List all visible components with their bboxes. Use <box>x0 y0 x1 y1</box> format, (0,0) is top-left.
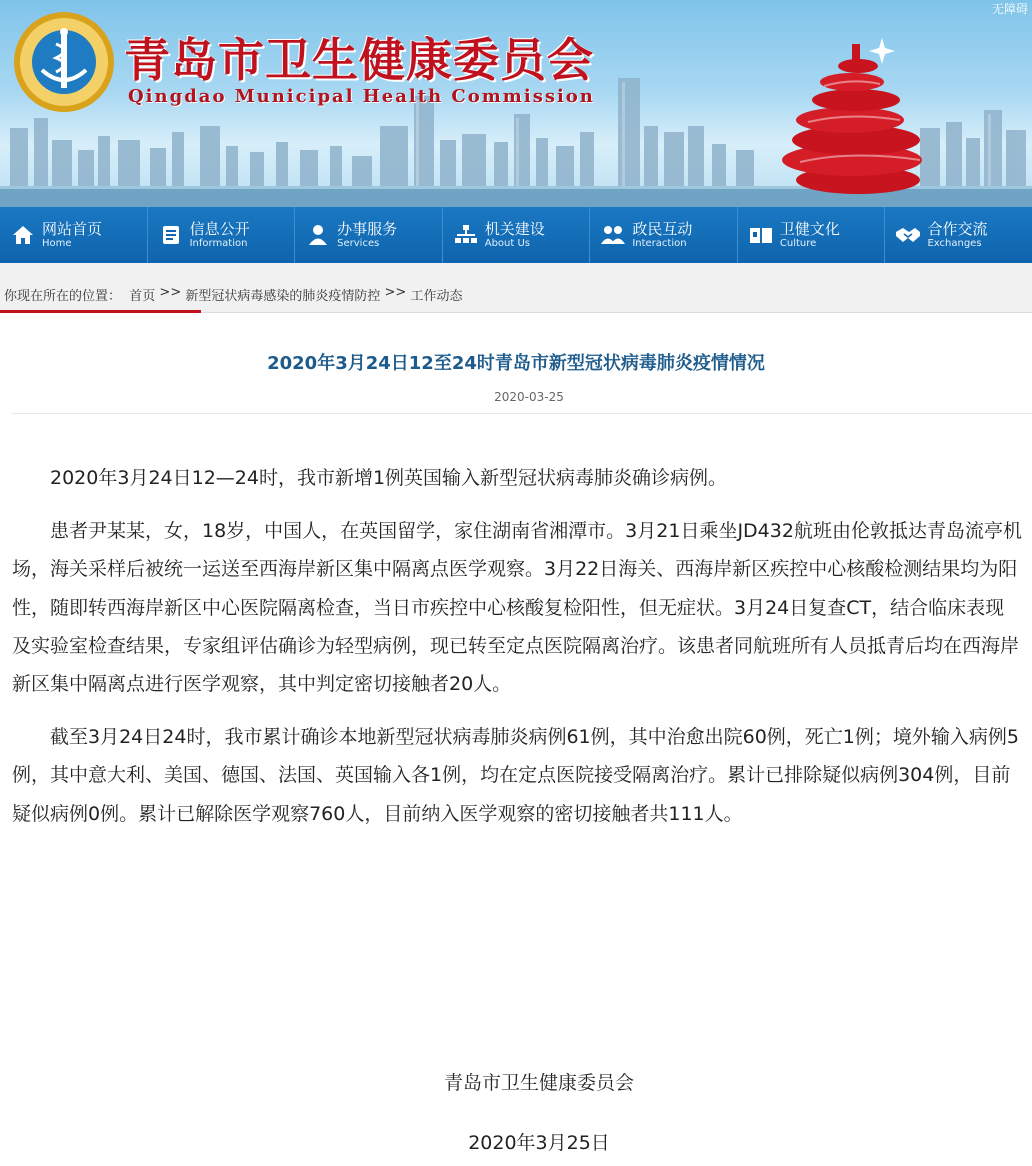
nav-item-exchanges[interactable] <box>885 207 1032 263</box>
nav-label-en: Information <box>189 237 248 249</box>
nav-label-cn: 网站首页 <box>42 219 103 238</box>
nav-label-cn: 合作交流 <box>927 219 988 238</box>
main-nav <box>0 207 1032 263</box>
nav-item-information[interactable] <box>148 207 296 263</box>
nav-label-cn: 信息公开 <box>189 219 250 238</box>
breadcrumb-separator: >> <box>380 285 411 300</box>
nav-label-en: Exchanges <box>927 237 982 249</box>
nav-label-en: Interaction <box>632 237 687 249</box>
nav-label-cn: 机关建设 <box>484 219 545 238</box>
nav-label-en: About Us <box>484 237 531 249</box>
home-icon <box>10 222 36 248</box>
breadcrumb <box>4 285 462 304</box>
nav-label-en: Services <box>337 237 380 249</box>
people-icon <box>600 222 626 248</box>
breadcrumb-separator: >> <box>155 285 186 300</box>
breadcrumb-link-epidemic[interactable]: 新型冠状病毒感染的肺炎疫情防控 <box>185 289 381 304</box>
site-title: 青岛市卫生健康委员会 <box>124 33 594 87</box>
nav-item-culture[interactable] <box>738 207 886 263</box>
document-icon <box>158 222 184 248</box>
organization-icon <box>453 222 479 248</box>
nav-label-cn: 卫健文化 <box>779 219 840 238</box>
book-icon <box>748 222 774 248</box>
site-subtitle: Qingdao Municipal Health Commission <box>128 86 595 107</box>
handshake-icon <box>895 222 921 248</box>
accessibility-link[interactable]: 无障碍 <box>991 2 1028 16</box>
article-date: 2020-03-25 <box>494 390 564 404</box>
nav-label-cn: 政民互动 <box>632 219 693 238</box>
nav-item-home[interactable] <box>0 207 148 263</box>
breadcrumb-prefix: 你现在所在的位置： <box>4 289 122 304</box>
breadcrumb-link-home[interactable]: 首页 <box>129 289 156 304</box>
nav-label-en: Home <box>42 237 72 249</box>
article-paragraph: 2020年3月24日12—24时，我市新增1例英国输入新型冠状病毒肺炎确诊病例。 <box>50 467 728 489</box>
breadcrumb-bar <box>0 263 1032 313</box>
article-paragraph: 截至3月24日24时，我市累计确诊本地新型冠状病毒肺炎病例61例，其中治愈出院60例，死亡1例；境外输入病例5例，其中意大利、美国、德国、法国、英国输入各1例，均在定点医院接受隔离治疗。累计已排除疑似病例304例，目前疑似病例0例。累计已解除医学观察760人，目前纳入医学观察的密切接触者共111人。 <box>12 726 1019 825</box>
article-divider <box>12 413 1032 414</box>
breadcrumb-accent-line <box>0 310 201 313</box>
nav-item-services[interactable] <box>295 207 443 263</box>
nav-label-en: Culture <box>779 237 817 249</box>
nav-item-about-us[interactable] <box>443 207 591 263</box>
nav-label-cn: 办事服务 <box>337 219 398 238</box>
nav-item-interaction[interactable] <box>590 207 738 263</box>
header-banner <box>0 0 1032 207</box>
article-paragraph: 患者尹某某，女，18岁，中国人，在英国留学，家住湖南省湘潭市。3月21日乘坐JD432航班由伦敦抵达青岛流亭机场，海关采样后被统一运送至西海岸新区集中隔离点医学观察。3月22日海关、西海岸新区疾控中心核酸检测结果均为阳性，随即转西海岸新区中心医院隔离检查，当日市疾控中心核酸复检阳性，但无症状。3月24日复查CT，结合临床表现及实验室检查结果，专家组评估确诊为轻型病例，现已转至定点医院隔离治疗。该患者同航班所有人员抵青后均在西海岸新区集中隔离点进行医学观察，其中判定密切接触者20人。 <box>12 520 1022 696</box>
health-commission-emblem <box>12 10 116 114</box>
signature-organization: 青岛市卫生健康委员会 <box>443 1072 634 1094</box>
signature-date: 2020年3月25日 <box>468 1132 610 1154</box>
article-title: 2020年3月24日12至24时青岛市新型冠状病毒肺炎疫情情况 <box>267 353 765 374</box>
article-body <box>12 459 1022 848</box>
breadcrumb-link-work-news[interactable]: 工作动态 <box>410 289 463 304</box>
person-icon <box>305 222 331 248</box>
